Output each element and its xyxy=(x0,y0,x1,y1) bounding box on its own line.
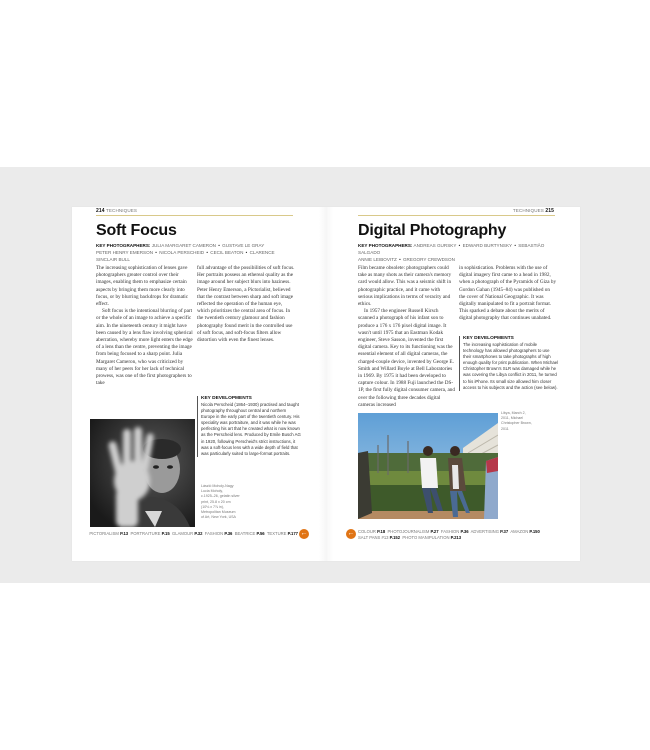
photographer: JULIA MARGARET CAMERON xyxy=(151,243,216,248)
photographer: NICOLA PERSCHEID xyxy=(159,250,205,255)
bullet: • xyxy=(457,243,462,248)
caption-line: (10⅛ x 7⅞ in), xyxy=(201,504,224,509)
related-link[interactable]: SALT PANS #13 P.152 xyxy=(358,535,401,541)
photographer: EDWARD BURTYNSKY xyxy=(462,243,513,248)
body-column-1 xyxy=(96,265,194,387)
related-link[interactable]: TEXTURE P.177 xyxy=(266,531,298,536)
photographer: CLARENCE SINCLAIR BULL xyxy=(96,250,275,262)
paragraph: The increasing sophistication of lenses gave photographers greater control over their images, enabling them to emphasize certain aspects by bringing them more clearly into focus, or by blurring backdrops for dramatic effect. xyxy=(96,265,189,308)
related-link[interactable]: FASHION P.36 xyxy=(440,529,469,534)
photographer: SEBASTIÃO SALGADO xyxy=(358,243,545,255)
related-link[interactable]: FASHION P.36 xyxy=(204,531,233,536)
running-head xyxy=(96,208,137,214)
caption-line: Metropolitan Museum xyxy=(201,510,236,515)
arrow-left-icon[interactable]: ← xyxy=(300,530,308,537)
related-links xyxy=(89,531,298,537)
photographer: ANDREAS GURSKY xyxy=(413,243,457,248)
page-title: Soft Focus xyxy=(96,222,177,239)
bullet: • xyxy=(217,243,222,248)
key-photographers-label: KEY PHOTOGRAPHERS: xyxy=(358,243,413,248)
right-page xyxy=(326,207,580,561)
arrow-left-icon[interactable]: ← xyxy=(347,530,355,537)
key-developments-box xyxy=(459,336,559,391)
section-label: TECHNIQUES xyxy=(512,208,544,213)
related-link[interactable]: PORTRAITURE P.15 xyxy=(130,531,170,536)
bullet: • xyxy=(244,250,249,255)
key-developments-title: KEY DEVELOPMENTS xyxy=(463,336,514,341)
photo-caption xyxy=(501,411,541,432)
page-number: 215 xyxy=(545,208,554,214)
key-developments-text: The increasing sophistication of mobile technology has allowed photographers to use their smartphones to take photographs of high enough quality for print publication. When Michael Christopher Brown's SLR was damaged while he was covering the Libya conflict in 2011, he turned to his iPhone. Its small size allowed him closer access to his subjects and the action (see below). xyxy=(463,342,559,390)
paragraph: Soft focus is the intentional blurring of part or the whole of an image to achieve a specific aim. In the nineteenth century it might have been caused by a lens flaw involving spherical aberration, whereby more light enters the edge of a lens than the centre, preventing the image from being focused to a sharp point. Julia Margaret Cameron, who was criticized by many of her peers for her lack of technical prowess, was one of the first photographers to take xyxy=(96,308,193,387)
portrait-photo-hand xyxy=(90,419,195,527)
related-link[interactable]: PICTORIALISM P.13 xyxy=(89,531,129,536)
running-head xyxy=(513,208,554,214)
photographer: CECIL BEATON xyxy=(210,250,244,255)
caption-line: László Moholy-Nagy xyxy=(201,484,234,488)
paragraph: full advantage of the possibilities of soft focus. Her portraits possess an ethereal quality as the image around her subject blurs into haziness. Peter Henry Emerson, a Pictorialist, believed that the contrast between sharp and soft image reflected the operation of the human eye, which prioritizes the central area of focus. In the twentieth century glamour and fashion photography found merit in the controlled use of soft focus, and soft-focus filters allow distortion with even the finest lenses. xyxy=(197,265,295,344)
key-photographers xyxy=(96,242,296,263)
paragraph: in sophistication. Problems with the use of digital imagery first came to a head in 1982, when a photograph of the Pyramids of Giza by Gordon Gahan (1945–84) was published on the cover of National Geographic. It was digitally manipulated to fit a portrait format. This sparked a debate about the merits of digital photography that continues unabated. xyxy=(459,265,557,322)
body-column-2 xyxy=(197,265,295,344)
related-link[interactable]: ADVERTISING P.37 xyxy=(470,529,509,534)
photographer: GUSTAVE LE GRAY xyxy=(222,243,265,248)
caption-line: Libya, March 2, xyxy=(501,411,526,415)
key-developments-title: KEY DEVELOPMENTS xyxy=(201,396,252,401)
related-link[interactable]: AMAZON P.150 xyxy=(510,529,540,534)
caption-line: of Art, New York, USA xyxy=(201,515,236,520)
related-link[interactable]: COLOUR P.18 xyxy=(358,529,386,534)
photo-illustration xyxy=(358,413,498,519)
caption-line: c.1925–26, gelatin silver xyxy=(201,494,240,499)
photo-caption xyxy=(201,484,241,520)
related-link[interactable]: GLAMOUR P.32 xyxy=(171,531,203,536)
bullet: • xyxy=(397,257,402,262)
libya-photo xyxy=(358,413,498,519)
caption-line: Lucia Moholy, xyxy=(201,489,223,494)
photographer: PETER HENRY EMERSON xyxy=(96,250,154,255)
caption-line: Christopher Brown, xyxy=(501,421,532,426)
page-number: 214 xyxy=(96,208,105,214)
key-developments-box xyxy=(197,396,301,457)
bullet: • xyxy=(205,250,210,255)
photographer: GREGORY CREWDSON xyxy=(402,257,455,262)
key-developments-text: Nicola Perscheid (1864–1930) practised and taught photography throughout central and northern Europe in the early part of the twentieth century. His speciality was portraiture, and it was while he was perfecting his art that he created what is now known as the Perscheid lens. Produced by Emile Busch AG in 1920, following Perscheid's strict instructions, it was a soft-focus lens with a wide depth of field that was particularly suited to large-format portraits. xyxy=(201,402,301,456)
key-photographers-label: KEY PHOTOGRAPHERS: xyxy=(96,243,151,248)
paragraph: In 1957 the engineer Russell Kirsch scanned a photograph of his infant son to produce a 176 x 176 pixel digital image. It wasn't until 1975 that an Eastman Kodak engineer, Steve Sasson, invented the first digital camera. Key to its functioning was the essential element of all digital cameras, the charged-couple device, invented by George E. Smith and Willard Boyle at Bell Laboratories in 1969. By 1975 it had been developed to capture colour. In 1988 Fuji launched the DS-1P, the first fully digital consumer camera, and over the following three decades digital cameras increased xyxy=(358,308,455,408)
related-link[interactable]: BEATRICE P.56 xyxy=(234,531,265,536)
photographer: ANNIE LEIBOVITZ xyxy=(358,257,397,262)
paragraph: Film became obsolete: photographers could take as many shots as their camera's memory card would allow. This was a seismic shift in photographic practice, and it came with serious implications in terms of veracity and ethics. xyxy=(358,265,452,308)
body-column-1 xyxy=(358,265,456,409)
photo-illustration xyxy=(90,419,195,527)
bullet: • xyxy=(154,250,159,255)
page-title: Digital Photography xyxy=(358,222,507,239)
caption-line: 2011, Michael xyxy=(501,416,524,421)
related-link[interactable]: PHOTO MANIPULATION P.213 xyxy=(402,535,462,541)
header-rule xyxy=(358,215,555,216)
left-page xyxy=(72,207,326,561)
key-photographers xyxy=(358,242,563,263)
related-links xyxy=(358,529,558,541)
body-column-2 xyxy=(459,265,557,323)
book-spread xyxy=(72,207,580,561)
bullet: • xyxy=(513,243,518,248)
caption-line: print, 25.8 x 20 cm xyxy=(201,499,231,504)
related-link[interactable]: PHOTOJOURNALISM P.27 xyxy=(387,529,439,534)
section-label: TECHNIQUES xyxy=(105,208,138,213)
header-rule xyxy=(96,215,293,216)
caption-line: 2011 xyxy=(501,426,509,431)
